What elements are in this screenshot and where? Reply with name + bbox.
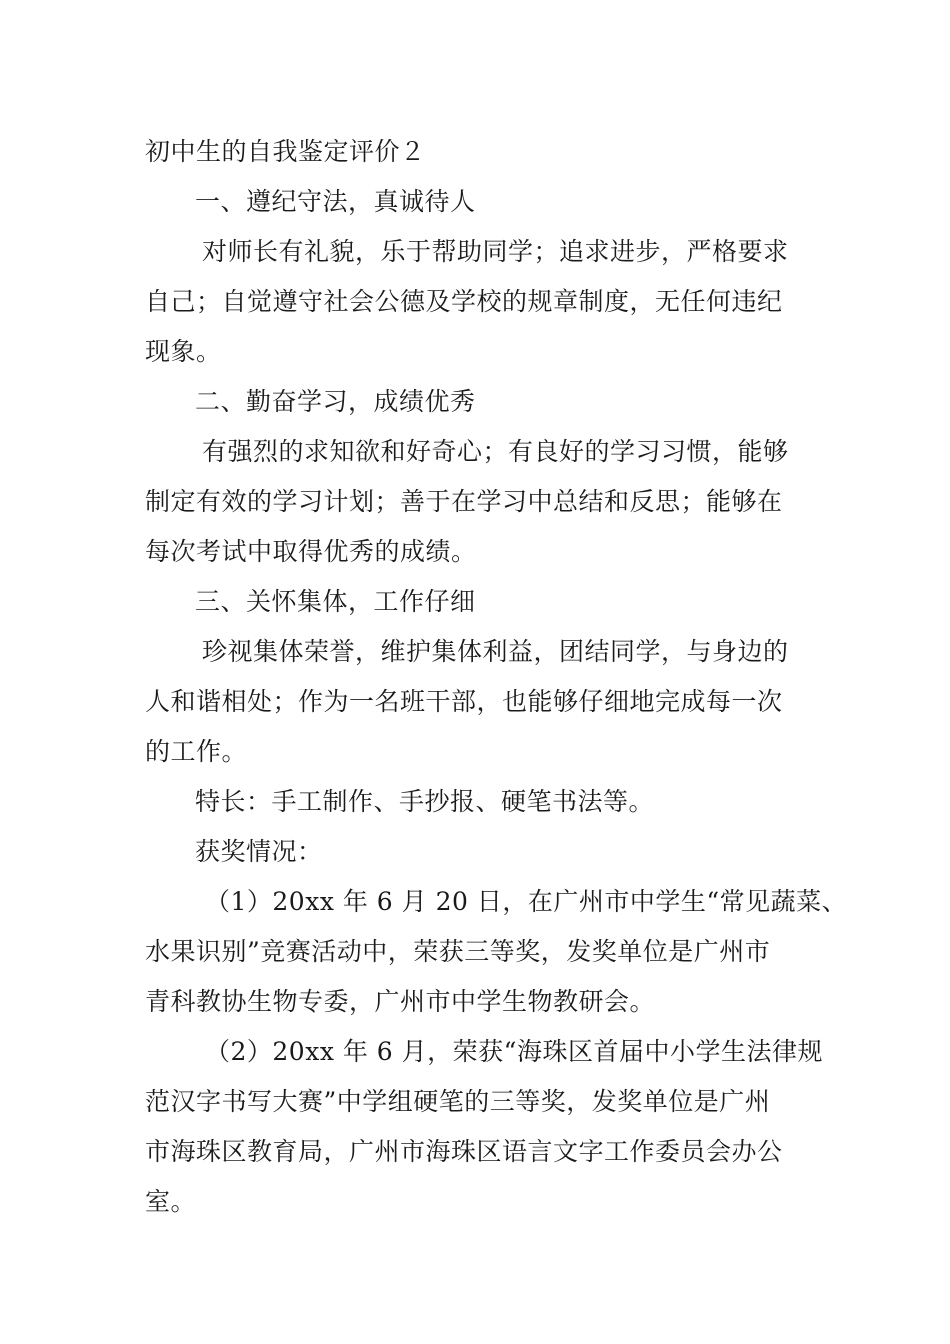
section-3-line-2: 人和谐相处；作为一名班干部，也能够仔细地完成每一次	[145, 687, 783, 716]
section-1-line-1: 对师长有礼貌，乐于帮助同学；追求进步，严格要求	[202, 237, 789, 266]
section-heading-1: 一、遵纪守法，真诚待人	[195, 187, 476, 216]
award-2-line-1: （2）20xx 年 6 月，荣获“海珠区首届中小学生法律规	[205, 1037, 823, 1066]
award-2-line-2: 范汉字书写大赛”中学组硬笔的三等奖，发奖单位是广州	[145, 1087, 771, 1116]
section-heading-3: 三、关怀集体，工作仔细	[195, 587, 476, 616]
document-title: 初中生的自我鉴定评价２	[145, 137, 426, 166]
section-1-line-3: 现象。	[145, 337, 222, 366]
section-3-line-3: 的工作。	[145, 737, 248, 766]
award-2-line-4: 室。	[145, 1187, 197, 1216]
award-2-line-3: 市海珠区教育局，广州市海珠区语言文字工作委员会办公	[145, 1137, 783, 1166]
section-2-line-2: 制定有效的学习计划；善于在学习中总结和反思；能够在	[145, 487, 783, 516]
section-2-line-3: 每次考试中取得优秀的成绩。	[145, 537, 477, 566]
section-1-line-2: 自己；自觉遵守社会公德及学校的规章制度，无任何违纪	[145, 287, 783, 316]
section-2-line-1: 有强烈的求知欲和好奇心；有良好的学习习惯，能够	[202, 437, 789, 466]
document-page	[145, 127, 848, 1227]
section-heading-2: 二、勤奋学习，成绩优秀	[195, 387, 476, 416]
award-1-line-2: 水果识别”竞赛活动中，荣获三等奖，发奖单位是广州市	[145, 937, 771, 966]
section-3-line-1: 珍视集体荣誉，维护集体利益，团结同学，与身边的	[202, 637, 789, 666]
award-1-line-3: 青科教协生物专委，广州市中学生物教研会。	[145, 987, 656, 1016]
award-1-line-1: （1）20xx 年 6 月 20 日，在广州市中学生“常见蔬菜、	[205, 887, 848, 916]
specialty-line: 特长：手工制作、手抄报、硬笔书法等。	[195, 787, 655, 816]
awards-heading: 获奖情况：	[195, 837, 323, 866]
